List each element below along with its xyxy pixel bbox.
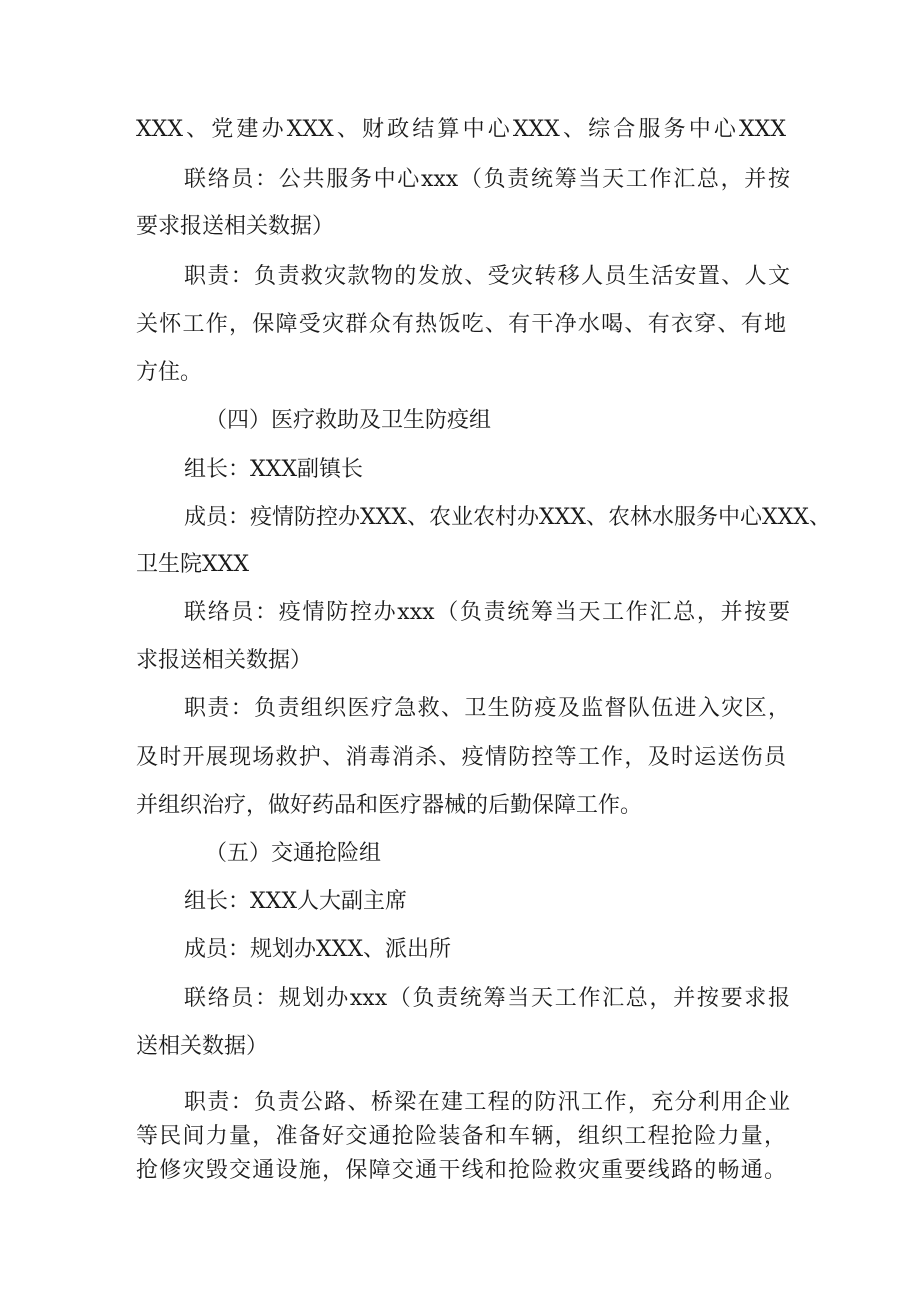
text-line: 并组织治疗，做好药品和医疗器械的后勤保障工作。 <box>136 793 643 818</box>
text-line: 及时开展现场救护、消毒消杀、疫情防控等工作，及时运送伤员 <box>136 745 786 770</box>
duty-line-cont <box>0 1156 920 1186</box>
text-line: 联络员：公共服务中心xxx（负责统筹当天工作汇总，并按 <box>184 167 790 192</box>
leader-line <box>0 887 920 917</box>
liaison-line-cont <box>0 212 920 242</box>
text-line: 等民间力量，准备好交通抢险装备和车辆，组织工程抢险力量， <box>136 1124 786 1149</box>
liaison-line-cont <box>0 1032 920 1062</box>
text-line: 方住。 <box>136 360 203 385</box>
text-line: 抢修灾毁交通设施，保障交通干线和抢险救灾重要线路的畅通。 <box>136 1158 786 1183</box>
liaison-line <box>0 165 920 195</box>
text-line: 职责：负责组织医疗急救、卫生防疫及监督队伍进入灾区， <box>184 696 790 721</box>
member-list-line <box>0 935 920 965</box>
text-line: 求报送相关数据） <box>136 648 313 673</box>
text-line: 卫生院XXX <box>136 552 249 577</box>
text-line: （五）交通抢险组 <box>205 841 382 866</box>
duty-line <box>0 694 920 724</box>
duty-line <box>0 1088 920 1118</box>
text-line: 联络员：疫情防控办xxx（负责统筹当天工作汇总，并按要 <box>184 600 790 625</box>
leader-line <box>0 455 920 485</box>
text-line: 职责：负责救灾款物的发放、受灾转移人员生活安置、人文 <box>184 264 790 289</box>
duty-line-cont <box>0 1122 920 1152</box>
text-line: 成员：规划办XXX、派出所 <box>184 937 451 962</box>
liaison-line <box>0 598 920 628</box>
member-list-line <box>0 115 920 145</box>
liaison-line <box>0 984 920 1014</box>
member-list-line <box>0 503 920 533</box>
section-heading <box>0 406 920 436</box>
text-line: 职责：负责公路、桥梁在建工程的防汛工作，充分利用企业 <box>184 1090 790 1115</box>
text-line: 成员：疫情防控办XXX、农业农村办XXX、农林水服务中心XXX、 <box>184 505 831 530</box>
member-list-line-cont <box>0 550 920 580</box>
text-line: 要求报送相关数据） <box>136 214 335 239</box>
duty-line-cont <box>0 791 920 821</box>
liaison-line-cont <box>0 646 920 676</box>
duty-line-cont <box>0 743 920 773</box>
duty-line-cont <box>0 310 920 340</box>
section-heading <box>0 839 920 869</box>
duty-line <box>0 262 920 292</box>
text-line: 送相关数据） <box>136 1034 269 1059</box>
text-line: XXX、党建办XXX、财政结算中心XXX、综合服务中心XXX <box>136 117 786 142</box>
text-line: （四）医疗救助及卫生防疫组 <box>205 408 492 433</box>
text-line: 组长：XXX副镇长 <box>184 457 363 482</box>
text-line: 组长：XXX人大副主席 <box>184 889 407 914</box>
duty-line-cont <box>0 358 920 388</box>
text-line: 联络员：规划办xxx（负责统筹当天工作汇总，并按要求报 <box>184 986 790 1011</box>
text-line: 关怀工作，保障受灾群众有热饭吃、有干净水喝、有衣穿、有地 <box>136 312 786 337</box>
